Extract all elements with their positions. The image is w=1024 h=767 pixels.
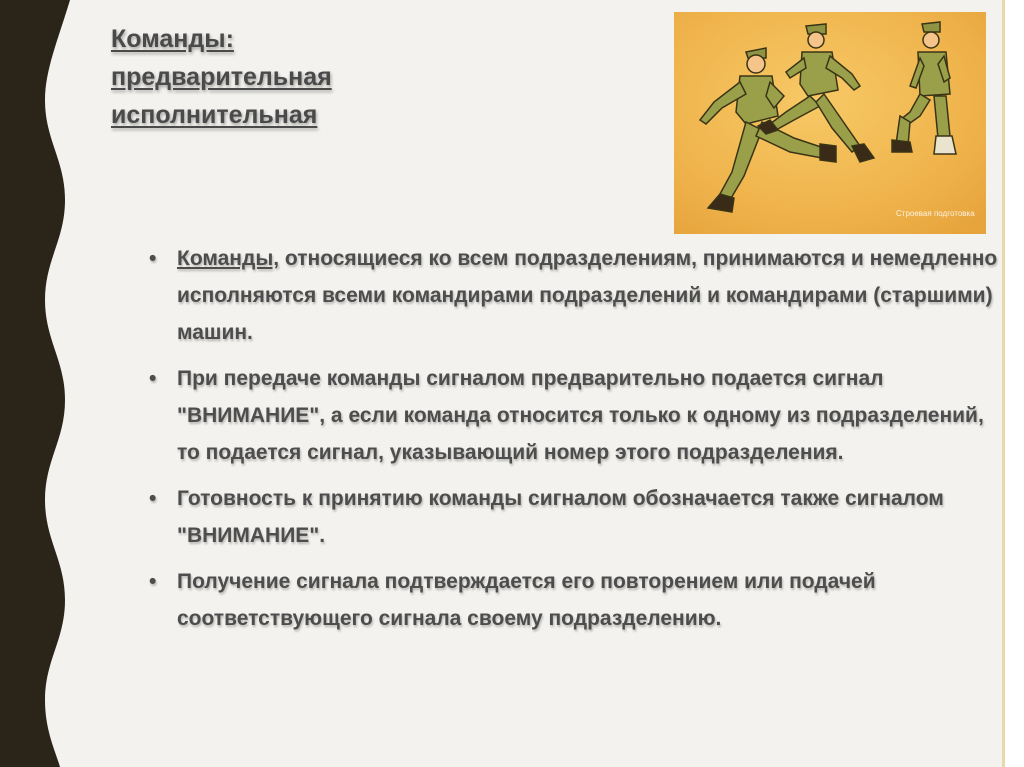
bullet-item-1 bbox=[147, 240, 1007, 351]
title-line-2: предварительная bbox=[111, 63, 332, 91]
bullet-3-text: Готовность к принятию команды сигналом обозначается также сигналом "ВНИМАНИЕ". bbox=[177, 487, 944, 547]
decorative-wavy-band bbox=[0, 0, 110, 767]
bullet-item-3 bbox=[147, 480, 1007, 554]
bullet-1-text: относящиеся ко всем подразделениям, принимаются и немедленно исполняются всеми командирами подразделений и командирами (старшими) машин. bbox=[177, 247, 998, 344]
title-line-1: Команды: bbox=[111, 25, 234, 53]
soldiers-illustration bbox=[674, 12, 986, 234]
bullet-1-emphasis: Команды, bbox=[177, 247, 280, 270]
image-caption: Строевая подготовка bbox=[896, 209, 975, 218]
bullet-2-text: При передаче команды сигналом предварительно подается сигнал "ВНИМАНИЕ", а если команда относится только к одному из подразделений, то подается сигнал, указывающий номер этого подразделения. bbox=[177, 367, 984, 464]
bullet-item-2 bbox=[147, 360, 1007, 471]
slide-title bbox=[111, 20, 332, 134]
bullet-item-4 bbox=[147, 563, 1007, 637]
bullet-list bbox=[147, 240, 1007, 646]
title-line-3: исполнительная bbox=[111, 101, 318, 129]
bullet-4-text: Получение сигнала подтверждается его повторением или подачей соответствующего сигнала своему подразделению. bbox=[177, 570, 876, 630]
